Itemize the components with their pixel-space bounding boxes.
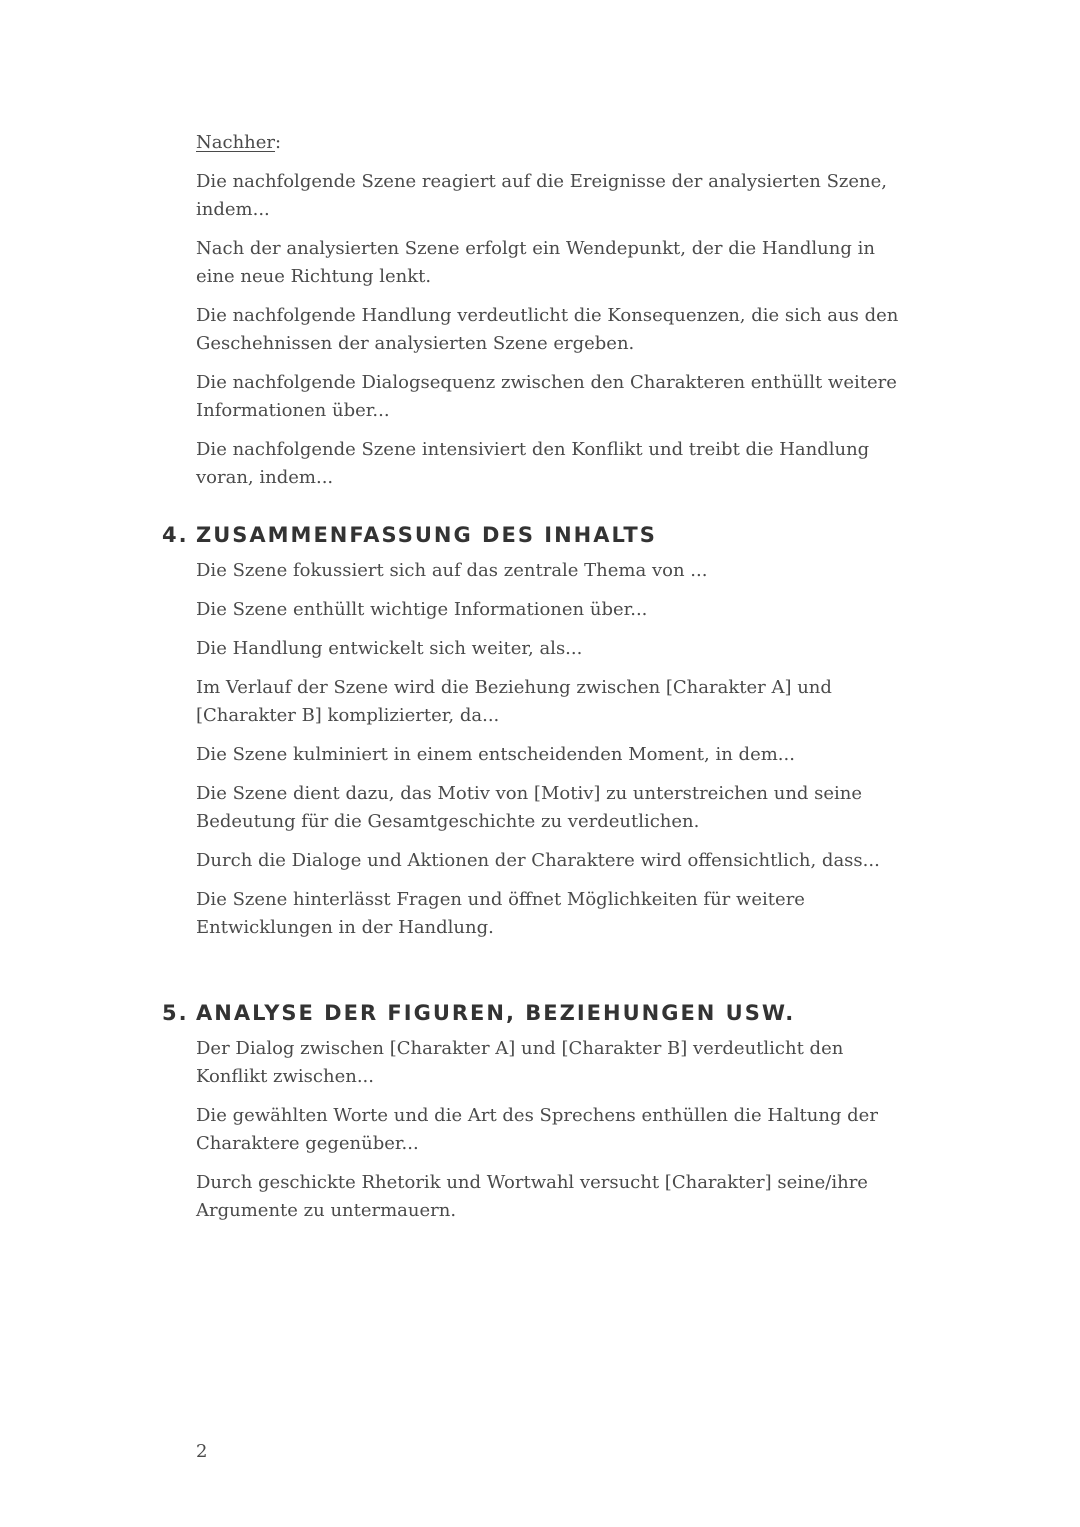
section-4-item-1: Die Szene fokussiert sich auf das zentrale Thema von ...	[196, 560, 708, 581]
nachher-item-1: Die nachfolgende Szene reagiert auf die Ereignisse der analysierten Szene, indem...	[196, 171, 887, 220]
nachher-item-3: Die nachfolgende Handlung verdeutlicht die Konsequenzen, die sich aus den Geschehnissen der analysierten Szene ergeben.	[196, 305, 899, 354]
section-4-block	[196, 557, 916, 953]
nachher-colon: :	[275, 132, 282, 153]
section-4-item-7: Durch die Dialoge und Aktionen der Charaktere wird offensichtlich, dass...	[196, 850, 880, 871]
nachher-heading	[196, 129, 916, 157]
nachher-item-2: Nach der analysierten Szene erfolgt ein Wendepunkt, der die Handlung in eine neue Richtung lenkt.	[196, 238, 875, 287]
section-5-item-2: Die gewählten Worte und die Art des Sprechens enthüllen die Haltung der Charaktere gegenüber...	[196, 1105, 878, 1154]
section-5-item-1: Der Dialog zwischen [Charakter A] und [Charakter B] verdeutlicht den Konflikt zwischen...	[196, 1038, 844, 1087]
nachher-item-5: Die nachfolgende Szene intensiviert den Konflikt und treibt die Handlung voran, indem...	[196, 439, 870, 488]
section-4-number: 4.	[162, 523, 189, 547]
section-5-number: 5.	[162, 1001, 189, 1025]
section-4-item-3: Die Handlung entwickelt sich weiter, als...	[196, 638, 583, 659]
nachher-label: Nachher	[196, 132, 276, 153]
section-4-item-6: Die Szene dient dazu, das Motiv von [Motiv] zu unterstreichen und seine Bedeutung für die Gesamtgeschichte zu verdeutlichen.	[196, 783, 863, 832]
section-4-heading	[162, 520, 962, 550]
section-4-item-5: Die Szene kulminiert in einem entscheidenden Moment, in dem...	[196, 744, 795, 765]
nachher-block	[196, 129, 916, 503]
section-5-item-3: Durch geschickte Rhetorik und Wortwahl versucht [Charakter] seine/ihre Argumente zu untermauern.	[196, 1172, 868, 1221]
section-5-block	[196, 1035, 916, 1236]
section-5-heading	[162, 998, 962, 1028]
section-4-item-4: Im Verlauf der Szene wird die Beziehung zwischen [Charakter A] und [Charakter B] komplizierter, da...	[196, 677, 832, 726]
section-4-item-8: Die Szene hinterlässt Fragen und öffnet Möglichkeiten für weitere Entwicklungen in der Handlung.	[196, 889, 805, 938]
page-number: 2	[196, 1441, 208, 1462]
section-4-title: ZUSAMMENFASSUNG DES INHALTS	[196, 523, 657, 547]
nachher-item-4: Die nachfolgende Dialogsequenz zwischen den Charakteren enthüllt weitere Informationen über...	[196, 372, 897, 421]
section-5-title: ANALYSE DER FIGUREN, BEZIEHUNGEN USW.	[196, 1001, 796, 1025]
section-4-item-2: Die Szene enthüllt wichtige Informationen über...	[196, 599, 648, 620]
